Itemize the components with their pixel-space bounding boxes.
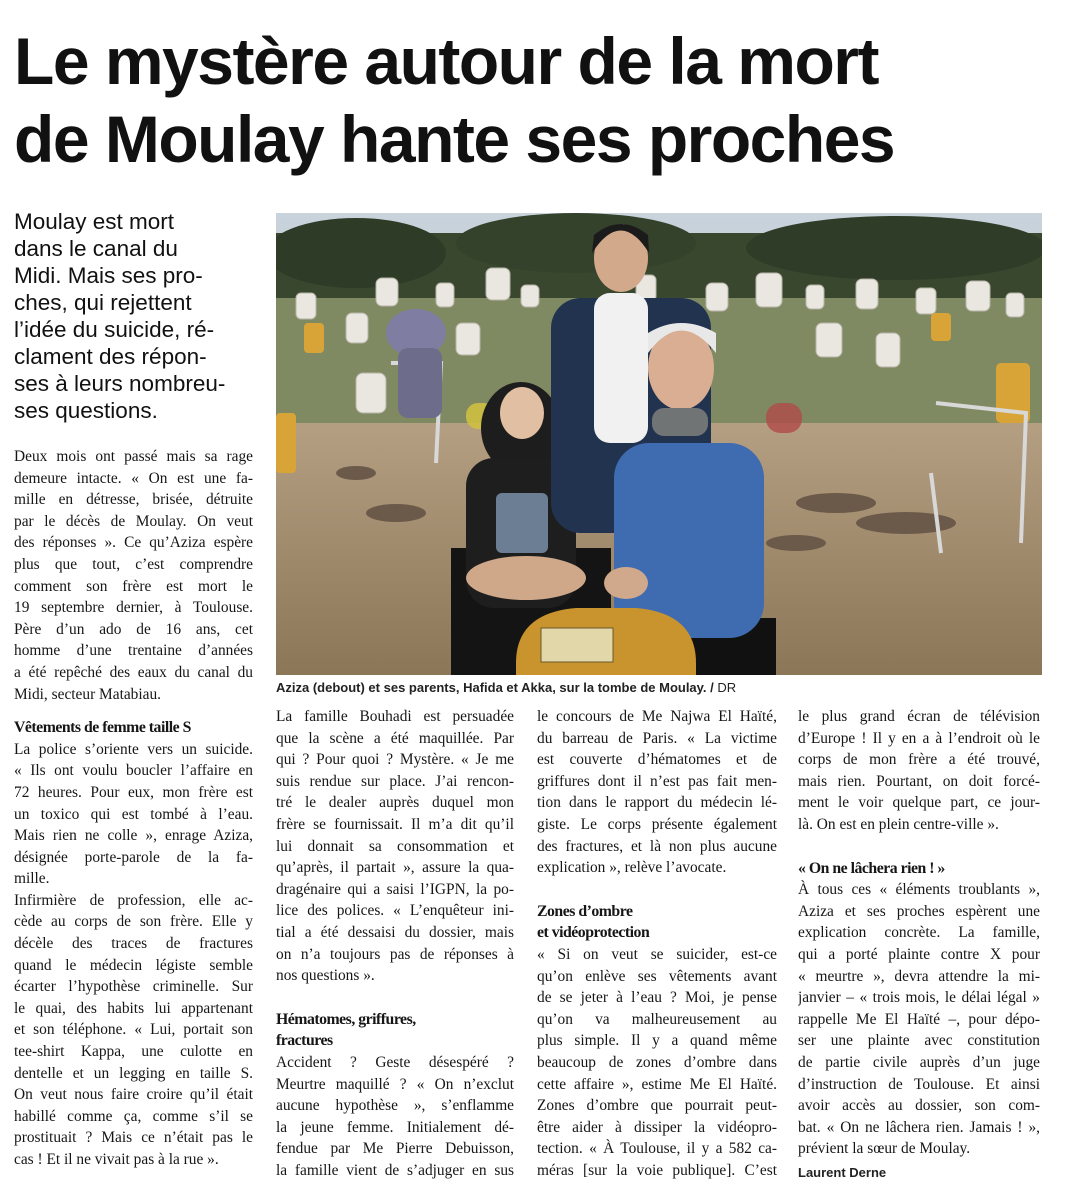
text-line: explication concrète. La famille, xyxy=(798,924,1040,942)
column-2-paragraph-2 xyxy=(276,1052,514,1182)
caption-text: Aziza (debout) et ses parents, Hafida et Akka, sur la tombe de Moulay. / xyxy=(276,680,714,695)
text-line: dentelle et un legging en taille S. xyxy=(14,1064,253,1082)
text-line: est couverte d’hématomes et de xyxy=(537,751,777,769)
text-line: être aider à dissiper la vidéopro- xyxy=(537,1118,777,1136)
text-line: tré le dealer auprès duquel mon xyxy=(276,794,514,812)
text-line: la famille vient de s’adjuger en sus xyxy=(276,1161,514,1179)
column-2-paragraph-1 xyxy=(276,706,514,987)
text-line: prévient la sœur de Moulay. xyxy=(798,1140,971,1158)
section-heading: fractures xyxy=(276,1032,333,1050)
text-line: et son téléphone. « Lui, portait son xyxy=(14,1021,253,1039)
text-line: Accident ? Geste désespéré ? xyxy=(276,1053,514,1071)
text-line: janvier – « trois mois, le délai légal » xyxy=(798,989,1040,1007)
text-line: décèle des traces de fractures xyxy=(14,935,253,953)
text-line: beaucoup de zones d’ombre dans xyxy=(537,1053,777,1071)
text-line: La famille Bouhadi est persuadée xyxy=(276,708,514,725)
text-line: fendue par Me Pierre Debuisson, xyxy=(276,1140,514,1158)
section-heading: Zones d’ombre xyxy=(537,902,633,920)
lead-line: ses questions. xyxy=(14,398,158,423)
column-4-paragraph-1 xyxy=(798,706,1040,836)
spacer xyxy=(276,987,514,1009)
text-line: tection. « À Toulouse, il y a 582 ca- xyxy=(537,1140,777,1158)
text-line: dragénaire qui a saisi l’IGPN, la po- xyxy=(276,880,514,898)
text-line: bat. « On ne lâchera rien. Jamais ! », xyxy=(798,1118,1040,1136)
text-line: frère se fournissait. Il m’a dit qu’il xyxy=(276,815,514,833)
text-line: Midi, secteur Matabiau. xyxy=(14,685,162,703)
text-line: mille en détresse, brisée, détruite xyxy=(14,491,253,509)
text-line: tion dans le rapport du médecin lé- xyxy=(537,794,777,812)
author-signature: Laurent Derne xyxy=(798,1165,887,1180)
lead-line: clament des répon- xyxy=(14,344,207,369)
photo-caption xyxy=(276,680,1042,695)
lead-line: dans le canal du xyxy=(14,236,178,261)
column-3-paragraph-2 xyxy=(537,944,777,1182)
spacer xyxy=(798,836,1040,858)
text-line: La police s’oriente vers un suicide. xyxy=(14,740,253,758)
text-line: homme d’une trentaine d’années xyxy=(14,642,253,660)
text-line: 72 heures. Pour eux, mon frère est xyxy=(14,783,253,801)
text-line: suis rendue sur place. J’ai rencon- xyxy=(276,772,514,790)
text-line: griffures dont il n’est pas fait men- xyxy=(537,772,777,790)
text-line: que la scène a été maquillée. Par xyxy=(276,729,514,747)
text-line: Deux mois ont passé mais sa rage xyxy=(14,448,253,465)
text-line: qui ? Pour quoi ? Mystère. « Je me xyxy=(276,751,514,769)
text-line: plus que tout, c’est comprendre xyxy=(14,555,253,573)
text-line: explication », relève l’avocate. xyxy=(537,859,727,877)
text-line: là. On est en plein centre-ville ». xyxy=(798,815,999,833)
section-heading: Hématomes, griffures, xyxy=(276,1010,416,1028)
text-line: mille. xyxy=(14,870,50,888)
text-line: Mais rien ne colle », enrage Aziza, xyxy=(14,827,253,845)
text-line: on n’a toujours pas de réponses à xyxy=(276,945,514,963)
text-line: ser une plainte avec constitution xyxy=(798,1032,1040,1050)
text-line: giste. Le corps présente également xyxy=(537,815,777,833)
text-line: des fractures, et là non plus aucune xyxy=(537,837,777,855)
text-line: a été repêché des eaux du canal du xyxy=(14,663,253,681)
text-line: qu’on va malheureusement au xyxy=(537,1010,777,1028)
column-3-paragraph-1 xyxy=(537,706,777,879)
text-line: aucune hypothèse », s’enflamme xyxy=(276,1097,514,1115)
spacer xyxy=(537,879,777,901)
text-line: demeure intacte. « On est une fa- xyxy=(14,469,253,487)
text-line: comment son frère est mort le xyxy=(14,577,253,595)
text-line: ment le voir quelque part, ce jour- xyxy=(798,794,1040,812)
text-line: cède au corps de son frère. Elle y xyxy=(14,913,253,931)
article-column-4 xyxy=(798,706,1040,1160)
section-heading: Vêtements de femme taille S xyxy=(14,719,191,737)
headline-line: Le mystère autour de la mort xyxy=(14,24,878,98)
text-line: 19 septembre dernier, à Toulouse. xyxy=(14,599,253,617)
text-line: la jeune femme. Initialement dé- xyxy=(276,1118,514,1136)
text-line: avoir accès au dossier, son com- xyxy=(798,1097,1040,1115)
spacer xyxy=(14,705,253,717)
lead-line: Midi. Mais ses pro- xyxy=(14,263,203,288)
text-line: par le décès de Moulay. On veut xyxy=(14,512,253,530)
text-line: méras [sur la voie publique]. C’est xyxy=(537,1161,777,1179)
text-line: quand le médecin légiste semble xyxy=(14,956,253,974)
column-1-paragraph-1 xyxy=(14,446,253,705)
text-line: cette affaire », estime Me El Haïté. xyxy=(537,1075,777,1093)
column-1-paragraph-2 xyxy=(14,739,253,1171)
section-heading: « On ne lâchera rien ! » xyxy=(798,859,945,877)
lead-line: ches, qui rejettent xyxy=(14,290,192,315)
text-line: prostituait ? Mais ce n’était pas le xyxy=(14,1129,253,1147)
text-line: Zones d’ombre que pourrait peut- xyxy=(537,1097,777,1115)
text-line: tial a été dessaisi du dossier, mais xyxy=(276,923,514,941)
text-line: plus simple. Il y a quand même xyxy=(537,1032,777,1050)
text-line: mais rien. Pourtant, on doit forcé- xyxy=(798,772,1040,790)
text-line: le quai, des habits lui appartenant xyxy=(14,999,253,1017)
text-line: de se jeter à l’eau ? Moi, je pense xyxy=(537,989,777,1007)
text-line: Meurtre maquillé ? « On n’exclut xyxy=(276,1075,514,1093)
text-line: Père d’un ado de 16 ans, cet xyxy=(14,620,253,638)
text-line: À tous ces « éléments troublants », xyxy=(798,881,1040,899)
text-line: du barreau de Paris. « La victime xyxy=(537,729,777,747)
cemetery-photo-illustration xyxy=(276,213,1042,675)
photo-credit: DR xyxy=(717,680,737,695)
text-line: On veut nous faire croire qu’il était xyxy=(14,1086,253,1104)
text-line: « Si on veut se suicider, est-ce xyxy=(537,945,777,963)
text-line: Infirmière de profession, elle ac- xyxy=(14,891,253,909)
text-line: de partie civile auprès d’un juge xyxy=(798,1053,1040,1071)
text-line: Aziza et ses proches espèrent une xyxy=(798,902,1040,920)
text-line: habillé comme ça, comme s’il se xyxy=(14,1107,253,1125)
section-heading: et vidéoprotection xyxy=(537,924,650,942)
text-line: d’Europe ! Il y en a à l’endroit où le xyxy=(798,729,1040,747)
article-column-1 xyxy=(14,446,253,1171)
text-line: des réponses ». Ce qu’Aziza espère xyxy=(14,534,253,552)
text-line: désignée porte-parole de la fa- xyxy=(14,848,253,866)
lead-line: l’idée du suicide, ré- xyxy=(14,317,215,342)
text-line: un toxico qui est tombé à l’eau. xyxy=(14,805,253,823)
text-line: le concours de Me Najwa El Haïté, xyxy=(537,708,777,725)
article-column-3 xyxy=(537,706,777,1181)
text-line: « meurtre », devra attendre la mi- xyxy=(798,967,1040,985)
text-line: corps de mon frère a été trouvé, xyxy=(798,751,1040,769)
column-4-paragraph-2 xyxy=(798,879,1040,1160)
text-line: rappelle Me El Haïté –, pour dépo- xyxy=(798,1010,1040,1028)
lead-line: Moulay est mort xyxy=(14,209,175,234)
text-line: d’instruction de Toulouse. Et ainsi xyxy=(798,1075,1040,1093)
lead-paragraph xyxy=(14,208,276,424)
headline-line: de Moulay hante ses proches xyxy=(14,102,895,176)
text-line: « Ils ont voulu boucler l’affaire en xyxy=(14,762,253,780)
text-line: tee-shirt Kappa, une culotte en xyxy=(14,1043,253,1061)
headline xyxy=(14,22,1054,178)
text-line: le plus grand écran de télévision xyxy=(798,708,1040,725)
text-line: qu’on enlève ses vêtements avant xyxy=(537,967,777,985)
text-line: nos questions ». xyxy=(276,967,375,985)
text-line: lice des polices. « L’enquêteur ini- xyxy=(276,902,514,920)
text-line: qui a porté plainte contre X pour xyxy=(798,945,1040,963)
article-photo xyxy=(276,213,1042,675)
article-column-2 xyxy=(276,706,514,1181)
lead-line: ses à leurs nombreu- xyxy=(14,371,226,396)
text-line: cas ! Et il ne vivait pas à la rue ». xyxy=(14,1151,219,1168)
text-line: écarter l’hypothèse criminelle. Sur xyxy=(14,978,253,996)
text-line: lui donnait sa consommation et xyxy=(276,837,514,855)
text-line: qu’après, il partait », assure la qua- xyxy=(276,859,514,877)
